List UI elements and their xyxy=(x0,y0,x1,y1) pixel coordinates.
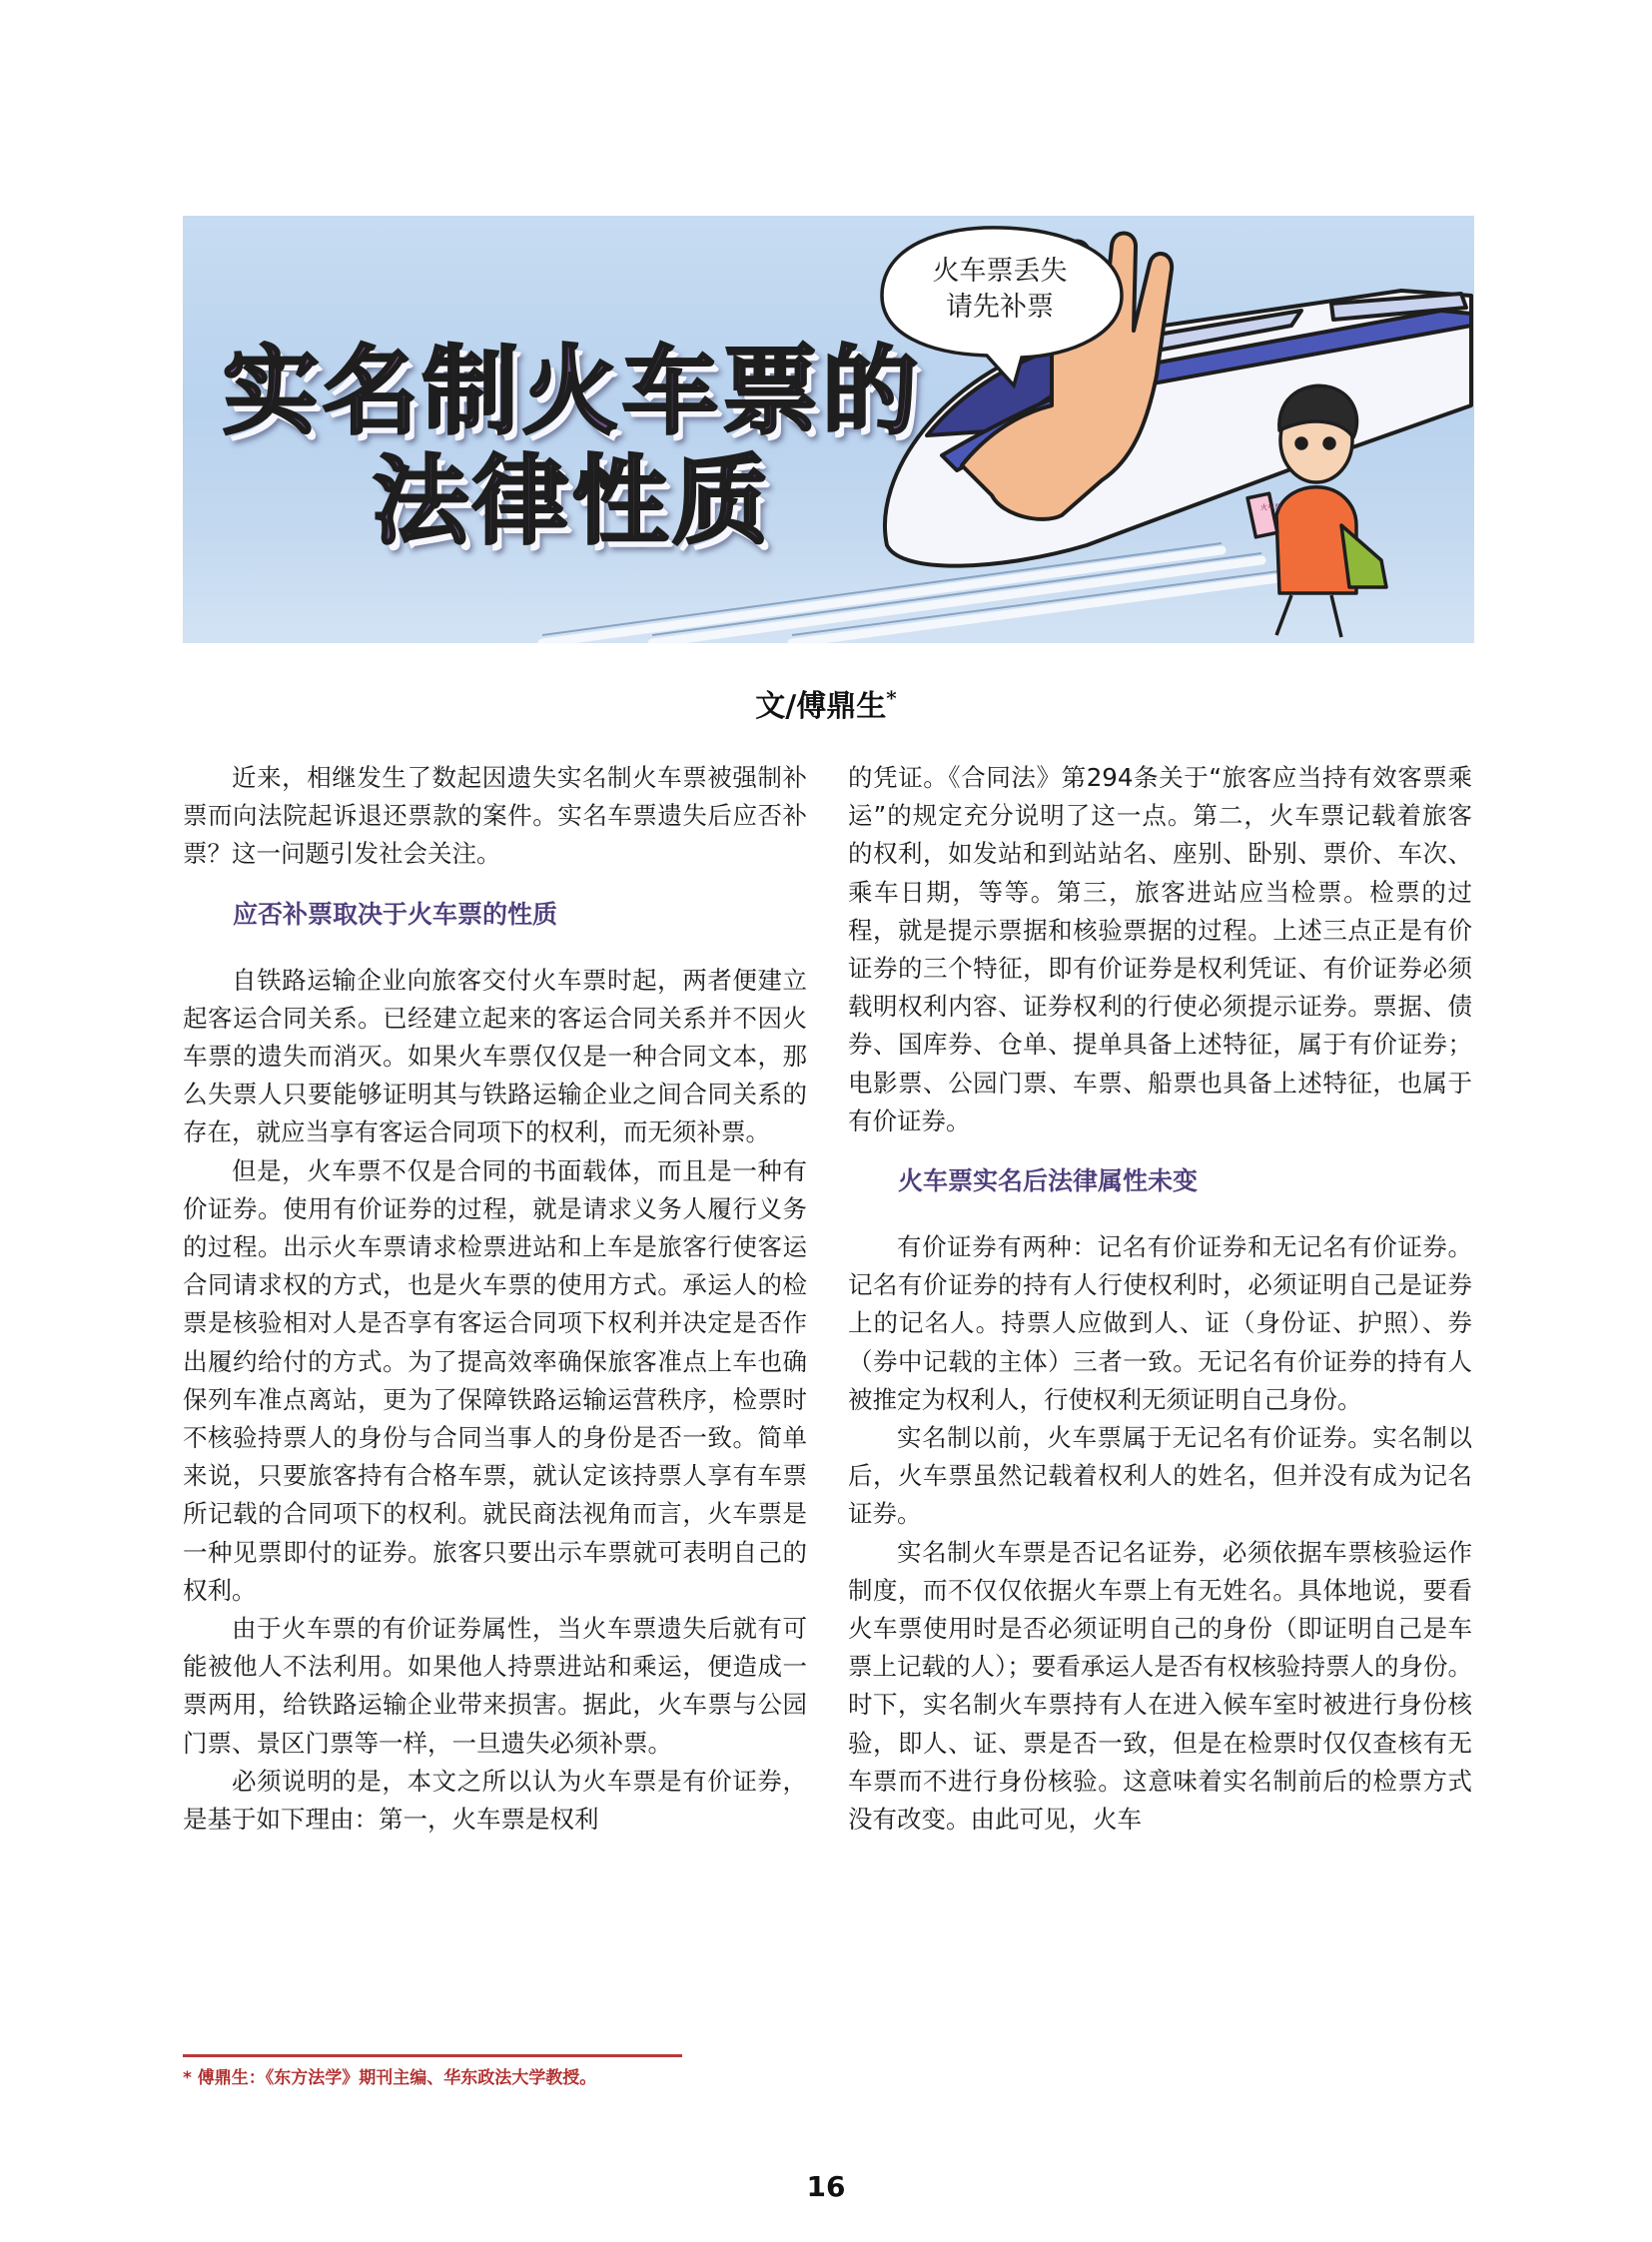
paragraph: 但是，火车票不仅是合同的书面载体，而且是一种有价证券。使用有价证券的过程，就是请求义务人履行义务的过程。出示火车票请求检票进站和上车是旅客行使客运合同请求权的方式，也是火车票的使用方式。承运人的检票是核验相对人是否享有客运合同项下权利并决定是否作出履约给付的方式。为了提高效率确保旅客准点上车也确保列车准点离站，更为了保障铁路运输运营秩序，检票时不核验持票人的身份与合同当事人的身份是否一致。简单来说，只要旅客持有合格车票，就认定该持票人享有车票所记载的合同项下的权利。就民商法视角而言，火车票是一种见票即付的证券。旅客只要出示车票就可表明自己的权利。 xyxy=(183,1155,807,1605)
ticket-text: 火车票 xyxy=(1260,503,1281,511)
banner-title-line2: 法律性质 xyxy=(373,445,772,557)
left-column xyxy=(183,759,807,1839)
section-heading: 应否补票取决于火车票的性质 xyxy=(233,899,558,929)
footnote: * 傅鼎生：《东方法学》期刊主编、华东政法大学教授。 xyxy=(183,2068,597,2088)
right-column xyxy=(848,759,1472,1839)
speech-bubble-line1: 火车票丢失 xyxy=(932,256,1068,287)
banner-title-line1: 实名制火车票的 xyxy=(223,336,922,447)
header-illustration xyxy=(183,216,1474,643)
paragraph: 有价证券有两种：记名有价证券和无记名有价证券。记名有价证券的持有人行使权利时，必须证明自己是证券上的记名人。持票人应做到人、证（身份证、护照）、券（券中记载的主体）三者一致。无记名有价证券的持有人被推定为权利人，行使权利无须证明自己身份。 xyxy=(848,1232,1472,1414)
speech-bubble-line2: 请先补票 xyxy=(946,292,1054,323)
footnote-marker: * xyxy=(886,686,897,710)
author-name: 文/傅鼎生 xyxy=(755,689,887,724)
paragraph: 由于火车票的有价证券属性，当火车票遗失后就有可能被他人不法利用。如果他人持票进站和乘运，便造成一票两用，给铁路运输企业带来损害。据此，火车票与公园门票、景区门票等一样，一旦遗失必须补票。 xyxy=(183,1614,807,1758)
paragraph: 自铁路运输企业向旅客交付火车票时起，两者便建立起客运合同关系。已经建立起来的客运合同关系并不因火车票的遗失而消灭。如果火车票仅仅是一种合同文本，那么失票人只要能够证明其与铁路运输企业之间合同关系的存在，就应当享有客运合同项下的权利，而无须补票。 xyxy=(183,965,807,1147)
author-byline xyxy=(0,681,1652,725)
paragraph: 的凭证。《合同法》第294条关于“旅客应当持有效客票乘运”的规定充分说明了这一点。第二，火车票记载着旅客的权利，如发站和到站站名、座别、卧别、票价、车次、乘车日期，等等。第三，旅客进站应当检票。检票的过程，就是提示票据和核验票据的过程。上述三点正是有价证券的三个特征，即有价证券是权利凭证、有价证券必须载明权利内容、证券权利的行使必须提示证券。票据、债券、国库券、仓单、提单具备上述特征，属于有价证券；电影票、公园门票、车票、船票也具备上述特征，也属于有价证券。 xyxy=(848,763,1472,1135)
paragraph: 近来，相继发生了数起因遗失实名制火车票被强制补票而向法院起诉退还票款的案件。实名车票遗失后应否补票？这一问题引发社会关注。 xyxy=(183,763,807,869)
paragraph: 必须说明的是，本文之所以认为火车票是有价证券，是基于如下理由：第一，火车票是权利 xyxy=(183,1766,807,1835)
paragraph: 实名制火车票是否记名证券，必须依据车票核验运作制度，而不仅仅依据火车票上有无姓名。具体地说，要看火车票使用时是否必须证明自己的身份（即证明自己是车票上记载的人）；要看承运人是否有权核验持票人的身份。时下，实名制火车票持有人在进入候车室时被进行身份核验，即人、证、票是否一致，但是在检票时仅仅查核有无车票而不进行身份核验。这意味着实名制前后的检票方式没有改变。由此可见，火车 xyxy=(848,1537,1472,1835)
speech-bubble-text xyxy=(895,254,1105,326)
page-number: 16 xyxy=(806,2170,846,2203)
section-heading: 火车票实名后法律属性未变 xyxy=(898,1166,1199,1196)
paragraph: 实名制以前，火车票属于无记名有价证券。实名制以后，火车票虽然记载着权利人的姓名，但并没有成为记名证券。 xyxy=(848,1423,1472,1529)
footnote-divider xyxy=(183,2054,682,2057)
